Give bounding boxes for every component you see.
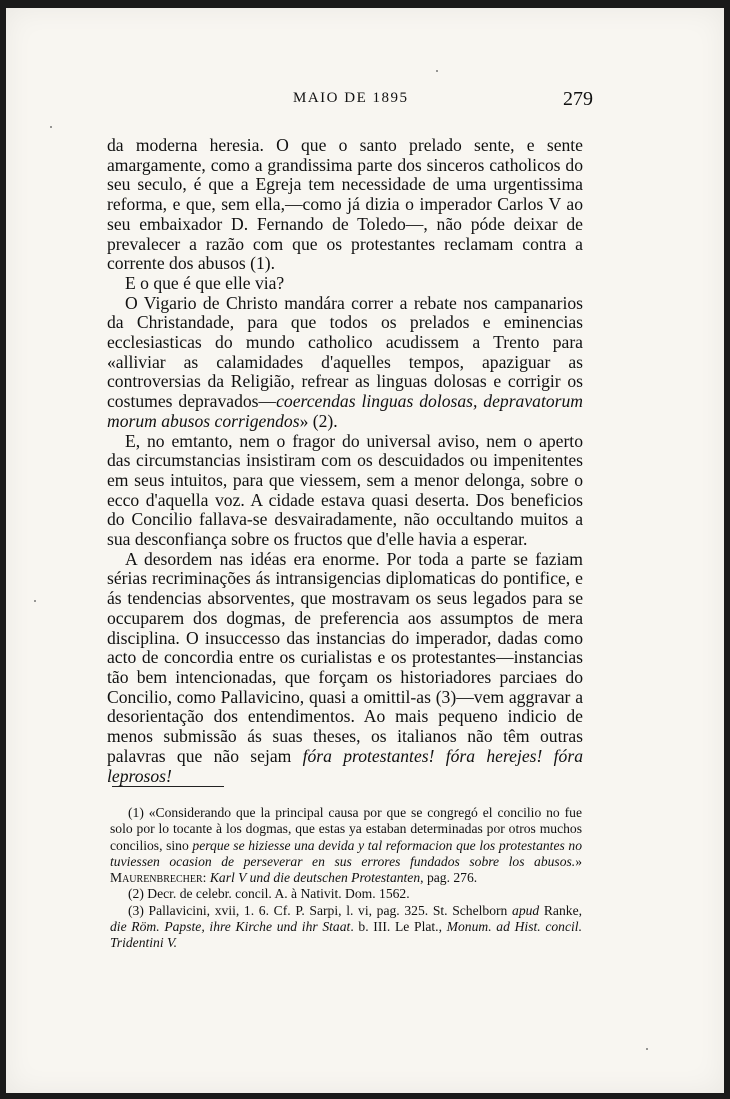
italic-exclamation: fóra protestantes! fóra herejes! fóra leprosos! xyxy=(107,745,583,786)
paragraph: O Vigario de Christo mandára correr a rebate nos campanarios da Christandade, para que todos os prelados e eminencias ecclesiasticas do mundo catholico acudissem a Trento para «alliviar as calamidades d'aquelles tempos, apaziguar as controversias da Religião, refrear as linguas dolosas e corrigir os costumes depravados—coercendas linguas dolosas, depravatorum morum abusos corrigendos» (2). xyxy=(107,292,583,431)
page-number: 279 xyxy=(563,88,593,110)
paragraph: E, no emtanto, nem o fragor do universal aviso, nem o aperto das circumstancias insistiram com os descuidados ou impenitentes em seus intuitos, para que viessem, sem a menor delonga, sobre o ecco d'aquella voz. A cidade estava quasi deserta. Dos beneficios do Concilio fallava-se desvairadamente, não occultando muitos a sua desconfiança sobre os fructos que d'elle havia a esperar. xyxy=(107,430,583,550)
author-name: Maurenbrecher xyxy=(110,870,203,886)
footnote-divider xyxy=(112,786,224,787)
paragraph: A desordem nas idéas era enorme. Por toda a parte se faziam sérias recriminações ás intransigencias diplomaticas do pontifice, e ás tendencias absorventes, que mostravam os seus legados para se occuparem dos dogmas, de preferencia aos assumptos de mera disciplina. O insuccesso das instancias do imperador, dadas como acto de concordia entre os curialistas e os protestantes—instancias tão bem intencionadas, que forçam os historiadores parciaes do Concilio, como Pallavicino, quasi a omittil-as (3)—vem aggravar a desorientação dos entendimentos. Ao mais pequeno indicio de menos submissão ás suas theses, os italianos não têm outras palavras que não sejam fóra protestantes! fóra herejes! fóra leprosos! xyxy=(107,548,583,786)
main-text xyxy=(107,136,583,786)
paragraph: E o que é que elle via? xyxy=(125,272,285,293)
footnotes xyxy=(110,805,582,952)
footnote-2: (2) Decr. de celebr. concil. A. à Nativit. Dom. 1562. xyxy=(128,886,410,902)
latin-quote: coercendas linguas dolosas, depravatorum morum abusos corrigendos xyxy=(107,391,583,431)
paper-speck xyxy=(34,600,36,602)
paper-speck xyxy=(436,70,438,72)
paper-speck xyxy=(646,1048,648,1050)
paper-speck xyxy=(50,126,52,128)
paragraph: da moderna heresia. O que o santo prelado sente, e sente amargamente, como a grandissima parte dos sinceros catholicos do seu seculo, é que a Egreja tem necessidade de uma urgentissima reforma, e que, sem ella,—como já dizia o imperador Carlos V ao seu embaixador D. Fernando de Toledo—, não póde deixar de prevalecer a razão com que os protestantes reclamam contra a corrente dos abusos (1). xyxy=(107,135,583,274)
running-title: MAIO DE 1895 xyxy=(293,90,409,106)
page-header xyxy=(113,86,593,116)
footnote-1: (1) «Considerando que la principal causa por que se congregó el concilio no fue solo por lo tocante à los dogmas, que estas ya estaban determinadas por otros muchos concilios, sino perque se hiziesse una devida y tal reformacion que los protestantes no tuviessen ocasion de perseverar en sus errores fundados sobre los abusos.» Maurenbrecher: Karl V und die deutschen Protestanten, pag. 276. xyxy=(110,805,583,886)
book-page xyxy=(6,8,724,1093)
footnote-3: (3) Pallavicini, xvii, 1. 6. Cf. P. Sarpi, l. vi, pag. 325. St. Schelborn apud Ranke, die Röm. Papste, ihre Kirche und ihr Staat. b. III. Le Plat., Monum. ad Hist. concil. Tridentini V. xyxy=(110,902,582,951)
